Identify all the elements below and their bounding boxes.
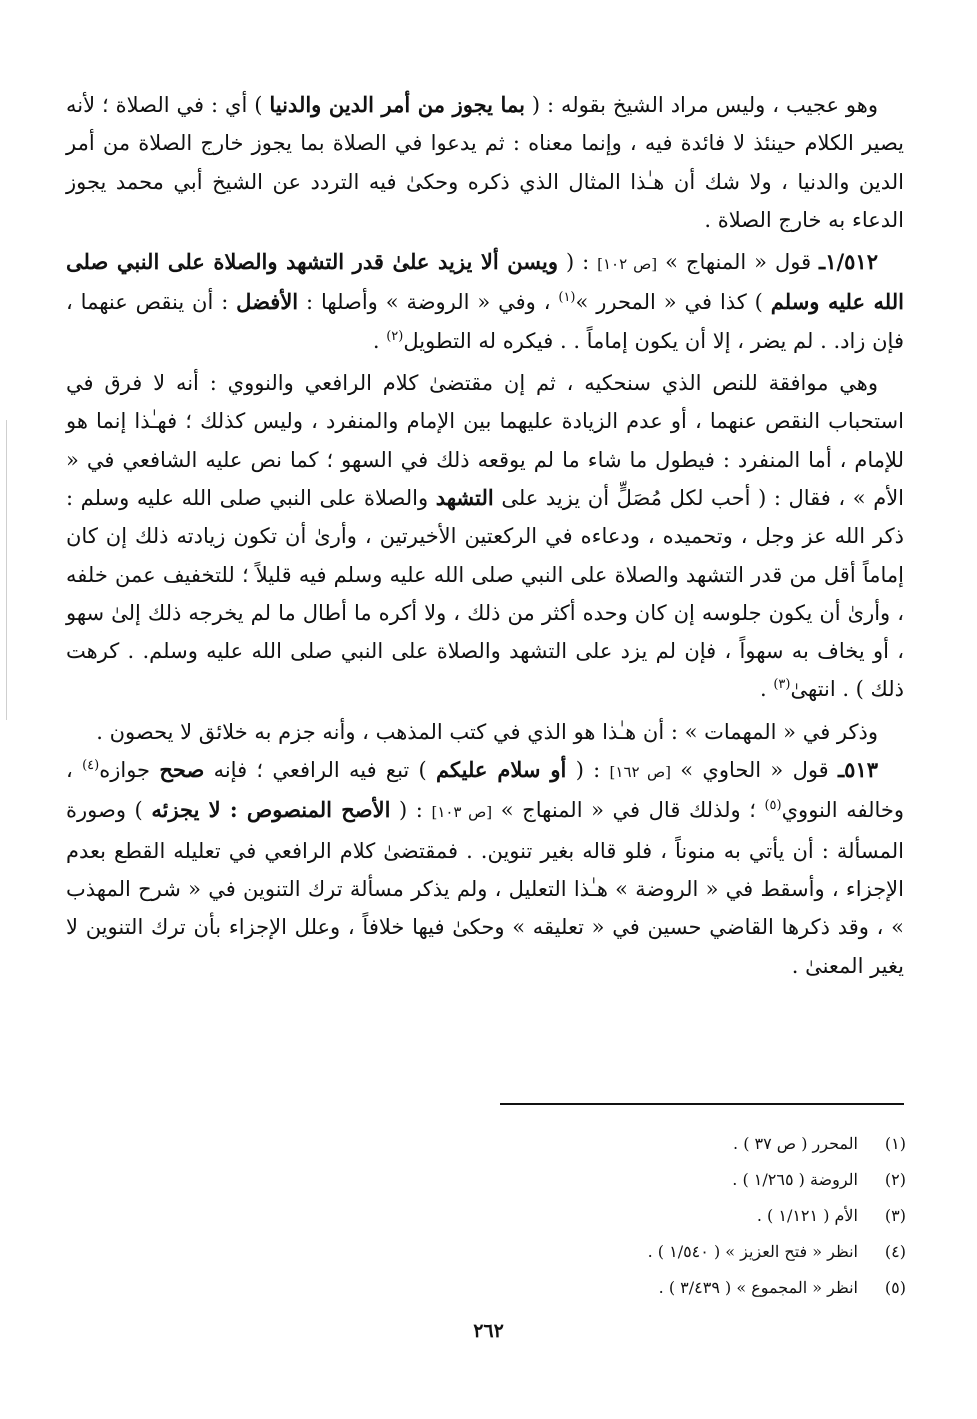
footnote-text: انظر « المجموع » ( ٣/٤٣٩ ) . <box>658 1278 858 1297</box>
text-run: ) وصورة المسألة : أن يأتي به منوناً ، فلو قاله بغير تنوين. . فمقتضىٰ كلام الرافعي في تعليله القطع بعدم الإجزاء ، وأسقط في « الروضة » هـٰذا التعليل ، ولم يذكر مسألة ترك التنوين في « شرح المهذب » ، وقد ذكرها القاضي حسين في « تعليقه » وحكىٰ فيها خلافاً ، وعلل الإجزاء بأن ترك التنوين لا يغير المعنىٰ . <box>66 798 904 978</box>
text-run: وهي موافقة للنص الذي سنحكيه ، ثم إن مقتضىٰ كلام الرافعي والنووي : أنه لا فرق في استحباب النقص عنهما ، أو عدم الزيادة عليهما بين الإمام والمنفرد ، وليس كذلك ؛ فهـٰذا إنما هو للإمام ، أما المنفرد : فيطول ما شاء ما لم يوقعه ذلك في السهو ؛ كما نص عليه الشافعي في « الأم » ، فقال : ( أحب لكل مُصَلٍّ أن يزيد على <box>66 371 905 510</box>
footnote-marker: (٥) <box>764 798 782 814</box>
text-run: : ( <box>390 798 432 823</box>
footnote-marker: (٢) <box>386 328 404 344</box>
main-text-body <box>66 86 904 985</box>
footnote-item <box>400 1270 906 1306</box>
bold-term: التشهد <box>435 484 494 510</box>
text-run: . <box>759 677 774 702</box>
footnote-item <box>400 1198 906 1234</box>
text-run: وذكر في « المهمات » : أن هـٰذا هو الذي في كتب المذهب ، وأنه جزم به خلائق لا يحصون . <box>96 719 878 744</box>
footnotes <box>400 1126 906 1306</box>
footnote-text: المحرر ( ص ٣٧ ) . <box>733 1134 858 1153</box>
page-number: ٢٦٢ <box>473 1320 504 1342</box>
page-reference: [ص ١٠٣] <box>431 803 493 822</box>
page-reference: [ص ١٠٢] <box>597 255 658 274</box>
footnote-number: (٤) <box>884 1242 906 1261</box>
paragraph-4 <box>66 713 904 751</box>
text-run: : أن ينقص عنهما ، فإن زاد. . لم يضر ، إلا أن يكون إماماً . . فيكره له التطويل <box>66 290 904 353</box>
text-run: : ( <box>566 758 610 783</box>
text-run: : ( <box>558 250 598 275</box>
text-run: ؛ ولذلك قال في « المنهاج » <box>492 798 765 823</box>
bold-term: صحح <box>159 757 205 783</box>
footnote-text: الأم ( ١/١٢١ ) . <box>756 1206 858 1225</box>
footnote-number: (١) <box>884 1134 906 1153</box>
text-run: وهو عجيب ، وليس مراد الشيخ بقوله : ( <box>524 93 878 117</box>
footnote-item <box>400 1162 906 1198</box>
bold-quote: بما يجوز من أمر الدين والدنيا <box>269 92 525 117</box>
text-run: ) تبع فيه الرافعي ؛ فإنه <box>204 758 437 783</box>
footnote-marker: (١) <box>558 290 576 306</box>
footnote-item <box>400 1126 906 1162</box>
paragraph-513 <box>66 751 904 985</box>
footnote-divider <box>500 1103 904 1105</box>
text-run: جوازه <box>99 758 160 783</box>
text-run: والصلاة على النبي صلى الله عليه وسلم : ذكر الله عز وجل ، وتحميده ، ودعاءه في الركعتين الأخيرتين ، وأرىٰ أن تكون زيادته ذلك إن كان إماماً أقل من قدر التشهد والصلاة على النبي صلى الله عليه وسلم فيه قليلاً ؛ للتخفيف عمن خلفه ، وأرىٰ أن يكون جلوسه إن كان وحده أكثر من ذلك ، ولا أكره ما أطال ما لم يخرجه ذلك إلىٰ سهو ، أو يخاف به سهواً ، فإن لم يزد على التشهد والصلاة على النبي صلى الله عليه وسلم. . كرهت ذلك ) . انتهىٰ <box>66 485 904 702</box>
text-run: ) أي : في الصلاة ؛ لأنه يصير الكلام حينئذ لا فائدة فيه ، وإنما معناه : ثم يدعوا في الصلاة بما يجوز خارج الصلاة من أمر الدين والدنيا ، ولا شك أن هـٰذا المثال الذي ذكره وحكىٰ فيه التردد عن الشيخ أبي محمد يجوز الدعاء به خارج الصلاة . <box>66 93 904 232</box>
issue-number: ٥١٣ـ <box>838 757 879 783</box>
bold-quote: ويسن ألا يزيد علىٰ قدر التشهد والصلاة على النبي صلى الله عليه وسلم <box>66 249 904 315</box>
paragraph-512 <box>66 243 904 360</box>
footnote-text: الروضة ( ١/٢٦٥ ) . <box>732 1170 858 1189</box>
bold-quote: أو سلام عليكم <box>436 757 567 783</box>
text-run: ، وخالفه النووي <box>66 758 904 823</box>
page-reference: [ص ١٦٢] <box>609 763 671 782</box>
footnote-number: (٥) <box>884 1278 906 1297</box>
footnote-text: انظر « فتح العزيز » ( ١/٥٤٠ ) . <box>647 1242 858 1261</box>
text-run: ، وفي « الروضة » وأصلها : <box>298 290 559 315</box>
footnote-number: (٢) <box>884 1170 906 1189</box>
footnote-marker: (٤) <box>82 758 100 774</box>
footnote-marker: (٣) <box>773 677 791 693</box>
text-run: قول « المنهاج » <box>657 250 820 275</box>
issue-number: ١/٥١٢ـ <box>819 249 878 275</box>
scan-edge-mark <box>6 420 7 720</box>
text-run: ) كذا في « المحرر » <box>575 290 771 315</box>
paragraph-1 <box>66 86 904 239</box>
bold-term: الأفضل <box>236 289 299 315</box>
footnote-item <box>400 1234 906 1270</box>
paragraph-3 <box>66 364 904 709</box>
bold-quote: الأصح المنصوص : لا يجزئه <box>151 797 391 823</box>
footnote-number: (٣) <box>884 1206 906 1225</box>
text-run: قول « الحاوي » <box>670 758 839 783</box>
text-run: . <box>372 328 387 353</box>
